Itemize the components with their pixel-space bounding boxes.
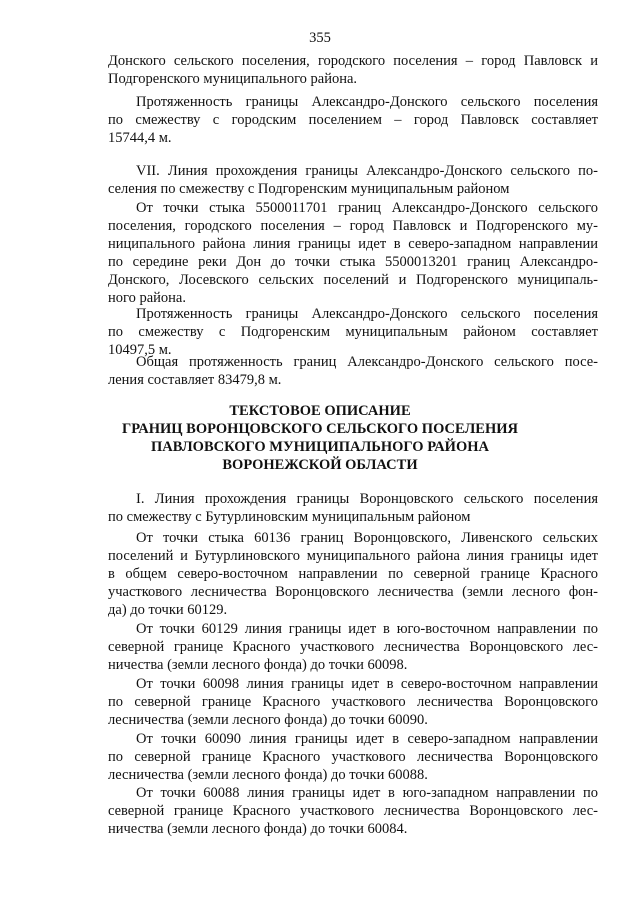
- text-line: участкового лесничества Воронцовского лесничества (земли лесного фон-: [108, 584, 598, 600]
- text-line: по северной границе Красного участкового лесничества Воронцовского: [108, 749, 598, 765]
- text-line: северной границе Красного участкового лесничества Воронцовского лес-: [108, 803, 598, 819]
- page-number: 355: [309, 30, 331, 46]
- text-line: по северной границе Красного участкового лесничества Воронцовского: [108, 694, 598, 710]
- text-line: ниципального района линия границы идет в северо-западном направлении: [108, 236, 598, 252]
- heading-line: ТЕКСТОВОЕ ОПИСАНИЕ: [229, 403, 411, 419]
- text-line: селения по смежеству с Подгоренским муниципальным районом: [108, 181, 510, 197]
- heading-line: ВОРОНЕЖСКОЙ ОБЛАСТИ: [222, 457, 418, 473]
- text-line: да) до точки 60129.: [108, 602, 228, 618]
- text-line: От точки 60098 линия границы идет в северо-восточном направлении: [136, 676, 598, 692]
- text-line: по середине реки Дон до точки стыка 5500013201 границ Александро-: [108, 254, 598, 270]
- text-line: поселения, городского поселения – город Павловск и Подгоренского му-: [108, 218, 598, 234]
- text-line: Донского, Лосевского сельских поселений и Подгоренского муниципаль-: [108, 272, 598, 288]
- text-line: по смежеству с городским поселением – город Павловск составляет: [108, 112, 598, 128]
- text-line: ного района.: [108, 290, 186, 306]
- text-line: Донского сельского поселения, городского поселения – город Павловск и: [108, 53, 598, 69]
- text-line: 15744,4 м.: [108, 130, 172, 146]
- text-line: От точки 60090 линия границы идет в северо-западном направлении: [136, 731, 598, 747]
- text-line: ления составляет 83479,8 м.: [108, 372, 282, 388]
- heading-line: ПАВЛОВСКОГО МУНИЦИПАЛЬНОГО РАЙОНА: [151, 439, 489, 455]
- text-line: I. Линия прохождения границы Воронцовского сельского поселения: [136, 491, 598, 507]
- text-line: лесничества (земли лесного фонда) до точки 60088.: [108, 767, 428, 783]
- heading-line: ГРАНИЦ ВОРОНЦОВСКОГО СЕЛЬСКОГО ПОСЕЛЕНИЯ: [122, 421, 518, 437]
- text-line: поселений и Бутурлиновского муниципального района линия границы идет: [108, 548, 598, 564]
- text-line: Протяженность границы Александро-Донского сельского поселения: [136, 94, 598, 110]
- text-line: ничества (земли лесного фонда) до точки 60098.: [108, 657, 408, 673]
- text-line: ничества (земли лесного фонда) до точки 60084.: [108, 821, 408, 837]
- text-line: От точки стыка 5500011701 границ Александро-Донского сельского: [136, 200, 598, 216]
- text-line: VII. Линия прохождения границы Александро-Донского сельского по-: [136, 163, 598, 179]
- text-line: по смежеству с Бутурлиновским муниципальным районом: [108, 509, 471, 525]
- text-line: От точки стыка 60136 границ Воронцовского, Ливенского сельских: [136, 530, 598, 546]
- text-line: 10497,5 м.: [108, 342, 172, 358]
- text-line: северной границе Красного участкового лесничества Воронцовского лес-: [108, 639, 598, 655]
- text-line: От точки 60129 линия границы идет в юго-восточном направлении по: [136, 621, 598, 637]
- text-line: Протяженность границы Александро-Донского сельского поселения: [136, 306, 598, 322]
- text-line: Общая протяженность границ Александро-Донского сельского посе-: [136, 354, 598, 370]
- text-line: Подгоренского муниципального района.: [108, 71, 358, 87]
- text-line: лесничества (земли лесного фонда) до точки 60090.: [108, 712, 428, 728]
- text-line: в общем северо-восточном направлении по северной границе Красного: [108, 566, 598, 582]
- text-line: От точки 60088 линия границы идет в юго-западном направлении по: [136, 785, 598, 801]
- text-line: по смежеству с Подгоренским муниципальным районом составляет: [108, 324, 598, 340]
